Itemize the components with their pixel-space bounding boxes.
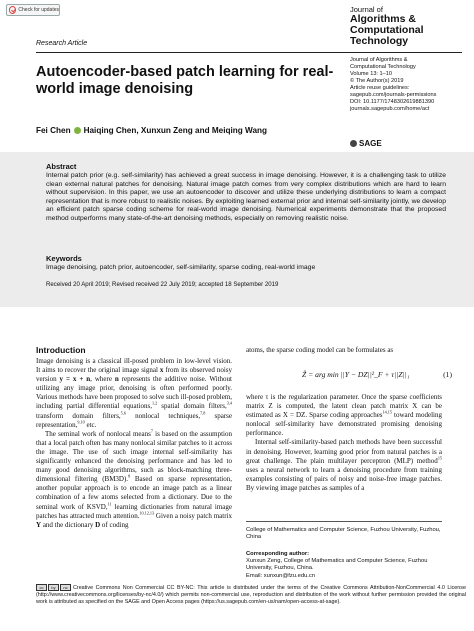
by-icon: by: [48, 584, 59, 591]
right-column: [246, 393, 442, 493]
right-paragraph-2: Internal self-similarity-based patch methods have been successful in denoising. However, learning good prior from natural patches is a great challenge. The plain multilayer perceptron (MLP) method$^{15}$ uses a neural network to learn a denoising procedure from training examples consisting of pairs of noisy and noise-free image patches. By viewing image patches as samples of a: [246, 438, 442, 492]
license-text: Creative Commons Non Commercial CC BY-NC: This article is distributed under the terms of the Creative Commons Attribution-NonCommercial 4.0 License (http://www.creativecommons.org/licenses/by-nc/4.0/) which permits non-commercial use, reproduction and distribution of the work without further permission provided the original work is attributed as specified on the SAGE and Open Access pages (https://us.sagepub.com/en-us/nam/open-access-at-sage).: [36, 584, 466, 605]
keywords-heading: Keywords: [46, 254, 82, 263]
check-for-updates-label: Check for updates: [18, 7, 59, 13]
check-for-updates-badge[interactable]: [6, 4, 60, 16]
citation-link[interactable]: 9,10: [77, 419, 85, 425]
cc-icon: cc: [36, 584, 47, 591]
sage-icon: [350, 140, 357, 147]
intro-paragraph-2: The seminal work of nonlocal means$^7$ is based on the assumption that a local patch often has many nonlocal similar patches to it across the image. The use of such image internal self-similarity has significantly enhanced the denoising performance and has led to many good denoising algorithms, such as block-matching three-dimensional filtering (BM3D).$^8$ Based on sparse representation, another popular approach is to encode an image patch as a linear combination of a few atoms selected from a dictionary. Due to the seminal work of KSVD,$^{11}$ learning dictionaries from natural image patches has attracted much attention.$^{10,12,13}$ Given a noisy patch matrix Y and the dictionary D of coding: [36, 428, 232, 529]
journal-info-line: Computational Technology: [350, 64, 416, 70]
article-dates: Received 20 April 2019; Revised received 22 July 2019; accepted 18 September 2019: [46, 281, 279, 288]
citation-link[interactable]: 8: [128, 473, 131, 479]
equation-body: Ẑ = arg min ||Y − DZ||²_F + τ||Z||₁: [302, 370, 410, 379]
author-names: Haiqing Chen, Xunxun Zeng and Meiqing Wang: [83, 126, 268, 135]
right-paragraph-1: where τ is the regularization parameter. Once the sparse coefficients matrix Z is computed, the latent clean patch matrix X can be estimated as X = DZ. Sparse coding approaches$^{14,15}$ toward modeling nonlocal self-similarity have demonstrated promising denoising performance.: [246, 393, 442, 438]
journal-info-line: Volume 13: 1–10: [350, 71, 392, 77]
publisher-logo: [350, 139, 382, 148]
journal-title-line4: Technology: [350, 35, 409, 47]
license-footer: [36, 584, 466, 605]
author-list: [36, 126, 267, 135]
author-name: Fei Chen: [36, 126, 71, 135]
journal-info-line: © The Author(s) 2019: [350, 78, 404, 84]
abstract-text: Internal patch prior (e.g. self-similarity) has achieved a great success in image denoising. However, it is a challenging task to utilize clean external natural patches for denoising. Natural image patch comes from very complex distributions which are hard to learn without supervision. In this paper, we use an autoencoder to discover and utilize these underlying distributions to learn a compact representation that is more robust to realistic noises. By exploiting learned external prior and internal self-similarity jointly, we develop an efficient patch sparse coding scheme for real-world image denoising. Numerical experiments demonstrate that the proposed method outperforms many state-of-the-art denoising methods, especially on removing realistic noise.: [46, 172, 446, 222]
journal-title: [350, 6, 462, 47]
journal-title-line3: Computational: [350, 24, 424, 36]
keywords-text: Image denoising, patch prior, autoencoder, self-similarity, sparse coding, real-world image: [46, 264, 316, 271]
citation-link[interactable]: 5,6: [120, 410, 126, 416]
citation-link[interactable]: 7,8: [200, 410, 206, 416]
corresponding-heading: Corresponding author:: [246, 551, 310, 557]
citation-link[interactable]: 15: [437, 455, 442, 461]
left-column: [36, 357, 232, 530]
journal-info: [350, 57, 466, 113]
citation-link[interactable]: 10,12,13: [139, 510, 155, 516]
abstract-heading: Abstract: [46, 162, 77, 171]
citation-link[interactable]: 7: [150, 428, 153, 434]
nc-icon: nc: [60, 584, 71, 591]
right-column-lead: atoms, the sparse coding model can be formulates as: [246, 346, 394, 354]
check-circle-icon: [9, 6, 16, 14]
journal-title-line1: Journal of: [350, 5, 383, 14]
corresponding-email[interactable]: Email: xunxun@fzu.edu.cn: [246, 572, 316, 579]
corresponding-text: Xunxun Zeng, College of Mathematics and Computer Science, Fuzhou University, Fuzhou, China.: [246, 558, 428, 572]
journal-info-line: Article reuse guidelines:: [350, 85, 410, 91]
journal-info-link[interactable]: sagepub.com/journals-permissions: [350, 92, 437, 98]
journal-title-line2: Algorithms &: [350, 13, 416, 25]
citation-link[interactable]: 14,15: [382, 409, 392, 415]
cc-license-badge[interactable]: [36, 584, 71, 591]
citation-link[interactable]: 11: [107, 501, 112, 507]
corresponding-author: [246, 558, 442, 580]
article-type: Research Article: [36, 40, 88, 47]
journal-info-line: Journal of Algorithms &: [350, 57, 408, 63]
header-divider: [36, 52, 462, 53]
intro-paragraph-1: Image denoising is a classical ill-posed problem in low-level vision. It aims to recover the original image signal x from its observed noisy version y = x + n, where n represents the additive noise. Without utilizing any image prior, denoising is often performed poorly. Various methods have been proposed to solve such ill-posed problem, including partial differential equations,$^{1,2}$ spatial domain filters,$^{3,4}$ transform domain filters,$^{5,6}$ nonlocal techniques,$^{7,8}$ sparse representation,$^{9,10}$ etc.: [36, 357, 232, 429]
doi-link[interactable]: DOI: 10.1177/1748302619881390: [350, 99, 435, 105]
citation-link[interactable]: 3,4: [226, 401, 232, 407]
article-title: Autoencoder-based patch learning for real-world image denoising: [36, 64, 334, 97]
affiliation: College of Mathematics and Computer Science, Fuzhou University, Fuzhou, China: [246, 527, 441, 541]
journal-home-link[interactable]: journals.sagepub.com/home/act: [350, 106, 430, 112]
affiliation-divider: [246, 521, 442, 522]
citation-link[interactable]: 1,2: [152, 401, 158, 407]
orcid-icon[interactable]: [74, 127, 81, 134]
equation-1: [246, 370, 452, 379]
publisher-name: SAGE: [359, 139, 382, 148]
equation-number: (1): [443, 370, 452, 379]
section-heading-introduction: Introduction: [36, 345, 86, 355]
